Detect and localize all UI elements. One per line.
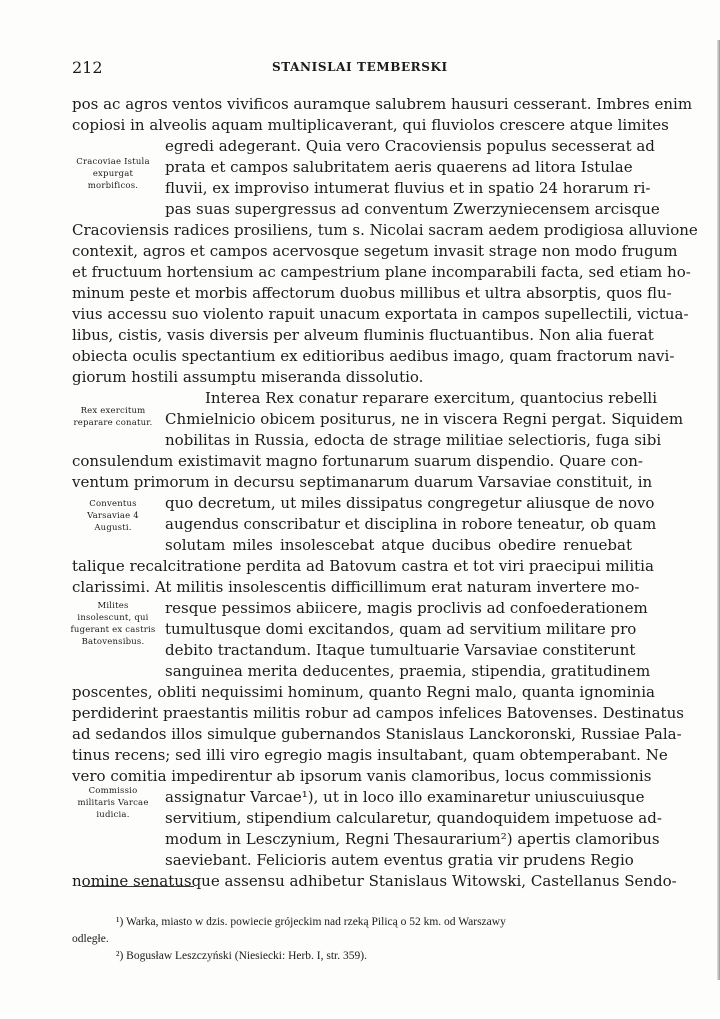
text-line: prata et campos salubritatem aeris quaerens ad litora Istulae [165,158,633,176]
text-line: minum peste et morbis affectorum duobus millibus et ultra absorptis, quos flu- [72,284,672,302]
text-line: clarissimi. At militis insolescentis difficillimum erat naturam invertere mo- [72,578,640,596]
text-line: quo decretum, ut miles dissipatus congregetur aliusque de novo [165,494,655,512]
text-line: ad sedandos illos simulque gubernandos Stanislaus Lanckoronski, Russiae Pala- [72,725,682,743]
text-line: pos ac agros ventos vivificos auramque salubrem hausuri cesserant. Imbres enim [72,95,693,113]
text-line: saeviebant. Felicioris autem eventus gratia vir prudens Regio [165,851,634,869]
footnote-2: ²) Bogusław Leszczyński (Niesiecki: Herb. I, str. 359). [116,950,367,962]
margin-note-rex: Rex exercitum reparare conatur. [73,406,153,428]
page-header [72,58,632,78]
text-line: tumultusque domi excitandos, quam ad servitium militare pro [165,620,637,638]
margin-note-commissio: Commissio militaris Varcae iudicia. [77,786,149,820]
text-line: fluvii, ex improviso intumerat fluvius et in spatio 24 horarum ri- [165,179,651,197]
text-line: contexit, agros et campos acervosque segetum invasit strage non modo frugum [72,242,678,260]
text-line: vius accessu suo violento rapuit unacum exportata in campos supellectili, victua- [72,305,689,323]
text-line: Chmielnicio obicem positurus, ne in viscera Regni pergat. Siquidem [165,410,684,428]
text-line: talique recalcitratione perdita ad Batovum castra et tot viri praecipui militia [72,557,654,575]
text-line: modum in Lesczynium, Regni Thesaurarium²) apertis clamoribus [165,830,660,848]
text-line: libus, cistis, vasis diversis per alveum fluminis fluctuantibus. Non alia fuerat [72,326,654,344]
text-line: copiosi in alveolis aquam multiplicaverant, qui fluviolos crescere atque limites [72,116,669,134]
margin-note-conventus: Conventus Varsaviae 4 Augusti. [87,499,139,533]
text-line: obiecta oculis spectantium ex editioribus aedibus imago, quam fractorum navi- [72,347,675,365]
text-line: resque pessimos abiicere, magis proclivis ad confoederationem [165,599,648,617]
text-line: solutam miles insolescebat atque ducibus obedire renuebat [165,536,632,554]
text-line: nomine senatusque assensu adhibetur Stanislaus Witowski, Castellanus Sendo- [72,872,677,890]
text-line: egredi adegerant. Quia vero Cracoviensis populus secesserat ad [165,137,655,155]
text-line: consulendum existimavit magno fortunarum suarum dispendio. Quare con- [72,452,643,470]
text-line: Interea Rex conatur reparare exercitum, quantocius rebelli [205,389,658,407]
text-line: perdiderint praestantis militis robur ad campos infelices Batovenses. Destinatus [72,704,684,722]
text-line: vero comitia impedirentur ab ipsorum vanis clamoribus, locus commissionis [72,767,652,785]
text-line: et fructuum hortensium ac campestrium plane incomparabili facta, sed etiam ho- [72,263,691,281]
footnote-1-cont: odległe. [72,933,109,945]
text-line: nobilitas in Russia, edocta de strage militiae selectioris, fuga sibi [165,431,662,449]
text-line: servitium, stipendium calcularetur, quandoquidem impetuose ad- [165,809,662,827]
text-line: augendus conscribatur et disciplina in robore teneatur, ob quam [165,515,657,533]
text-line: poscentes, obliti nequissimi hominum, quanto Regni malo, quanta ignominia [72,683,655,701]
text-line: pas suas supergressus ad conventum Zwerzyniecensem arcisque [165,200,660,218]
running-head: STANISLAI TEMBERSKI [272,60,448,74]
footnote-1: ¹) Warka, miasto w dzis. powiecie grójeckim nad rzeką Pilicą o 52 km. od Warszawy [116,916,506,928]
text-line: assignatur Varcae¹), ut in loco illo examinaretur uniuscuiusque [165,788,645,806]
text-line: giorum hostili assumptu miseranda dissolutio. [72,368,424,386]
text-line: ventum primorum in decursu septimanarum duarum Varsaviae constituit, in [72,473,653,491]
text-line: tinus recens; sed illi viro egregio magis insultabant, quam obtemperabant. Ne [72,746,668,764]
footnote-rule [82,886,194,887]
text-line: sanguinea merita deducentes, praemia, stipendia, gratitudinem [165,662,651,680]
margin-note-cracovia: Cracoviae Istula expurgat morbificos. [76,157,150,191]
text-line: Cracoviensis radices prosiliens, tum s. Nicolai sacram aedem prodigiosa alluvione [72,221,698,239]
page-number: 212 [72,58,103,77]
margin-note-milites: Milites insolescunt, qui fugerant ex castris Batovensibus. [70,601,156,647]
text-line: debito tractandum. Itaque tumultuarie Varsaviae constiterunt [165,641,636,659]
